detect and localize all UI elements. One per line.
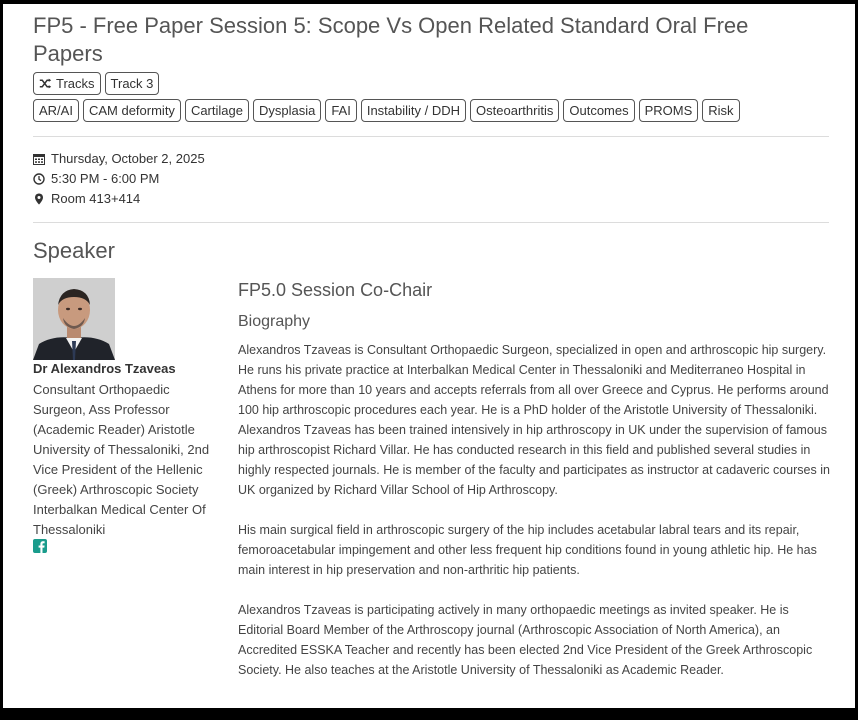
window-frame-bottom (0, 708, 858, 720)
location-text: Room 413+414 (51, 191, 141, 206)
tracks-tag[interactable] (33, 72, 101, 95)
facebook-link[interactable] (33, 539, 47, 553)
speaker-heading: Speaker (33, 238, 115, 263)
clock-icon (33, 173, 45, 185)
session-date (33, 151, 205, 166)
session-location (33, 191, 140, 206)
topic-tag[interactable]: AR/AI (33, 99, 79, 122)
session-time (33, 171, 159, 186)
bio-paragraph: Alexandros Tzaveas is participating actively in many orthopaedic meetings as invited speaker. He is Editorial Board Member of the Arthroscopy journal (Arthroscopic Association of North America), an Accredited ESSKA Teacher and recently has been elected 2nd Vice President of the Greek Arthroscopic Society. He also teaches at the Aristotle University of Thessaloniki as Academic Reader. (238, 603, 813, 677)
track-tag-row (33, 72, 159, 95)
biography-text (238, 340, 833, 700)
session-title: FP5 - Free Paper Session 5: Scope Vs Open Related Standard Oral Free Papers (33, 13, 749, 66)
topic-tag[interactable]: PROMS (639, 99, 699, 122)
bio-paragraph: His main surgical field in arthroscopic surgery of the hip includes acetabular labral tears and its repair, femoroacetabular impingement and other less frequent hip conditions found in young athletic hip. He has main interest in hip preservation and non-arthritic hip patients. (238, 523, 817, 577)
topic-tag[interactable]: CAM deformity (83, 99, 181, 122)
speaker-name: Dr Alexandros Tzaveas (33, 361, 176, 376)
topic-tag[interactable]: Risk (702, 99, 739, 122)
tracks-tag-label: Tracks (56, 76, 95, 91)
calendar-icon (33, 153, 45, 165)
topic-tag[interactable]: Instability / DDH (361, 99, 466, 122)
window-frame-left (0, 0, 3, 720)
speaker-role: FP5.0 Session Co-Chair (238, 280, 433, 300)
topic-tag[interactable]: Outcomes (563, 99, 634, 122)
bio-paragraph: Alexandros Tzaveas is Consultant Orthopaedic Surgeon, specialized in open and arthroscopic hip surgery. He runs his private practice at Interbalkan Medical Center in Thessaloniki and Mediterraneo Hospital in Athens for more than 10 years and accepts referrals from all over Greece and Cyprus. He performs around 100 hip arthroscopic procedures each year. He is a PhD holder of the Aristotle University of Thessaloniki. (238, 343, 829, 417)
topic-tag[interactable]: Dysplasia (253, 99, 321, 122)
track-3-tag[interactable]: Track 3 (105, 72, 160, 95)
map-marker-icon (33, 193, 45, 205)
shuffle-icon (39, 77, 52, 90)
date-text: Thursday, October 2, 2025 (51, 151, 205, 166)
bio-paragraph: Alexandros Tzaveas has been trained intensively in hip arthroscopy in UK under the supervision of famous hip arthroscopist Richard Villar. He has conducted research in this field and published several studies in highly respected journals. He is member of the faculty and participates as instructor at cadaveric courses in UK organized by Richard Villar School of Hip Arthroscopy. (238, 423, 830, 497)
time-text: 5:30 PM - 6:00 PM (51, 171, 160, 186)
topic-tag[interactable]: Cartilage (185, 99, 249, 122)
biography-heading: Biography (238, 313, 311, 330)
divider (33, 136, 829, 137)
speaker-affiliation: Consultant Orthopaedic Surgeon, Ass Professor (Academic Reader) Aristotle University of Thessaloniki, 2nd Vice President of the Hellenic (Greek) Arthroscopic Society Interbalkan Medical Center Of Thessaloniki (33, 382, 210, 537)
speaker-photo (33, 278, 115, 360)
topic-tag-row (33, 99, 740, 122)
window-frame-top (0, 0, 858, 4)
facebook-icon (33, 539, 47, 553)
divider (33, 222, 829, 223)
topic-tag[interactable]: FAI (325, 99, 357, 122)
topic-tag[interactable]: Osteoarthritis (470, 99, 559, 122)
